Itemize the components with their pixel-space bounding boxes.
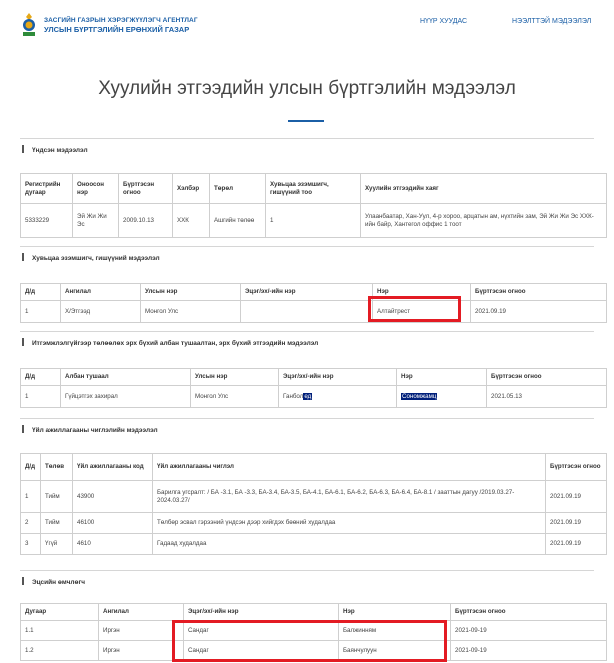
company-form: ХХК (173, 204, 210, 238)
registered-date: 2021.05.13 (487, 386, 607, 408)
row-number: 1 (21, 301, 61, 323)
owners-heading: Эцсийн өмчлөгч (20, 570, 594, 592)
table-header-row (21, 454, 607, 481)
registered-date: 2009.10.13 (119, 204, 173, 238)
header-cell: Үйл ажиллагааны чиглэл (153, 454, 546, 481)
company-type: Ашгийн төлөө (210, 204, 266, 238)
table-header-row (21, 604, 607, 621)
category: Иргэн (99, 621, 184, 641)
row-number: 2 (21, 513, 41, 534)
activity-description: Гадаад худалдаа (153, 534, 546, 555)
position: Гүйцэтгэх захирал (61, 386, 191, 408)
org-title: УЛСЫН БҮРТГЭЛИЙН ЕРӨНХИЙ ГАЗАР (44, 25, 190, 34)
father-name[interactable] (279, 386, 397, 408)
highlight-box (368, 296, 461, 322)
header-cell: Бүртгэсэн огноо (546, 454, 607, 481)
officials-heading: Итгэмжлэлгүйгээр төлөөлөх эрх бүхий албан тушаалтан, эрх бүхий этгээдийн мэдээлэл (20, 331, 594, 353)
header-cell: Хувьцаа эзэмшигч, гишүүний тоо (266, 174, 361, 204)
table-header-row (21, 174, 607, 204)
registered-date: 2021.09.19 (546, 481, 607, 513)
status: Тийм (41, 481, 73, 513)
company-address: Улаанбаатар, Хан-Уул, 4-р хороо, арцатын ам, нүхтийн зам, Эй Жи Жи Эс ХХК-ийн байр, Хантегол оффис 1 тоот (361, 204, 607, 238)
father-name: Сандаг (184, 621, 339, 641)
official-name[interactable] (397, 386, 487, 408)
activity-code: 4610 (73, 534, 153, 555)
header-cell: Улсын нэр (141, 284, 241, 301)
header-cell: Үйл ажиллагааны код (73, 454, 153, 481)
table-row (21, 534, 607, 555)
table-header-row (21, 284, 607, 301)
country: Монгол Улс (141, 301, 241, 323)
org-subtitle: ЗАСГИЙН ГАЗРЫН ХЭРЭГЖҮҮЛЭГЧ АГЕНТЛАГ (44, 17, 198, 24)
header-cell: Дугаар (21, 604, 99, 621)
nav-open-info-link[interactable]: НЭЭЛТТЭЙ МЭДЭЭЛЭЛ (512, 18, 592, 25)
status: Үгүй (41, 534, 73, 555)
registered-date: 2021-09-19 (451, 621, 607, 641)
header-cell: Албан тушаал (61, 369, 191, 386)
registered-date: 2021.09.19 (546, 534, 607, 555)
owner-name: Балжинням (339, 621, 451, 641)
activity-description: Төлбөр эсвал гэрээний үндсэн дээр хийгдэх бөөний худалдаа (153, 513, 546, 534)
registered-date: 2021.09.19 (546, 513, 607, 534)
header-cell: Д/д (21, 454, 41, 481)
header-cell: Оноосон нэр (73, 174, 119, 204)
header-cell: Нэр (373, 284, 471, 301)
table-row (21, 513, 607, 534)
basic-info-table (20, 173, 607, 238)
header-cell: Регистрийн дугаар (21, 174, 73, 204)
activity-code: 43900 (73, 481, 153, 513)
registered-date: 2021-09-19 (451, 641, 607, 661)
row-number: 3 (21, 534, 41, 555)
page-title: Хуулийн этгээдийн улсын бүртгэлийн мэдээлэл (98, 78, 516, 99)
header-cell: Бүртгэсэн огноо (451, 604, 607, 621)
father-name-text: Ганбол (283, 392, 304, 400)
activity-description: Барилга угсралт: / БА -3.1, БА -3.3, БА-3.4, БА-3.5, БА-4.1, БА-6.1, БА-6.2, БА-6.3, БА-6.4, БА-8.1 / зааттын дагуу /2019.03.27- 2024.03.27/ (153, 481, 546, 513)
header-cell: Бүртгэсэн огноо (119, 174, 173, 204)
header-cell: Төлөв (41, 454, 73, 481)
header-cell: Хуулийн этгээдийн хаяг (361, 174, 607, 204)
table-row (21, 301, 607, 323)
header-cell: Нэр (397, 369, 487, 386)
shareholder-name: Алтайтрест (373, 301, 471, 323)
officials-table (20, 368, 607, 408)
activities-heading: Үйл ажиллагааны чиглэлийн мэдээлэл (20, 418, 594, 440)
table-row (21, 204, 607, 238)
highlight-box (172, 620, 447, 662)
shareholders-heading: Хувьцаа эзэмшигч, гишүүний мэдээлэл (20, 246, 594, 268)
table-header-row (21, 369, 607, 386)
category: Х/Этгээд (61, 301, 141, 323)
table-row (21, 386, 607, 408)
site-header (0, 0, 614, 50)
owner-number: 1.1 (21, 621, 99, 641)
header-cell: Бүртгэсэн огноо (487, 369, 607, 386)
shareholder-count: 1 (266, 204, 361, 238)
registered-date: 2021.09.19 (471, 301, 607, 323)
country: Монгол Улс (191, 386, 279, 408)
register-number: 5333229 (21, 204, 73, 238)
nav-home-link[interactable]: НҮҮР ХУУДАС (420, 18, 468, 25)
activity-code: 46100 (73, 513, 153, 534)
header-cell: Эцэг/эх/-ийн нэр (241, 284, 373, 301)
basic-info-heading: Үндсэн мэдээлэл (20, 138, 594, 160)
header-cell: Нэр (339, 604, 451, 621)
header-cell: Ангилал (61, 284, 141, 301)
title-underline (288, 120, 324, 122)
status: Тийм (41, 513, 73, 534)
shareholders-table (20, 283, 607, 323)
header-cell: Төрөл (210, 174, 266, 204)
header-cell: Бүртгэсэн огноо (471, 284, 607, 301)
header-cell: Эцэг/эх/-ийн нэр (279, 369, 397, 386)
emblem-logo-icon[interactable] (20, 12, 38, 38)
organization-name[interactable] (44, 17, 198, 35)
header-cell: Д/д (21, 284, 61, 301)
category: Иргэн (99, 641, 184, 661)
header-cell: Ангилал (99, 604, 184, 621)
header-cell: Хэлбэр (173, 174, 210, 204)
header-cell: Эцэг/эх/-ийн нэр (184, 604, 339, 621)
owner-number: 1.2 (21, 641, 99, 661)
activities-table (20, 453, 607, 555)
owner-name: Баянчулуун (339, 641, 451, 661)
company-name: Эй Жи Жи Эс (73, 204, 119, 238)
header-cell: Д/д (21, 369, 61, 386)
text-selection[interactable]: ед (304, 392, 312, 400)
table-row (21, 481, 607, 513)
text-selection[interactable]: Сономжамц (402, 392, 437, 400)
father-name: Сандаг (184, 641, 339, 661)
row-number: 1 (21, 386, 61, 408)
row-number: 1 (21, 481, 41, 513)
father-name (241, 301, 373, 323)
header-cell: Улсын нэр (191, 369, 279, 386)
